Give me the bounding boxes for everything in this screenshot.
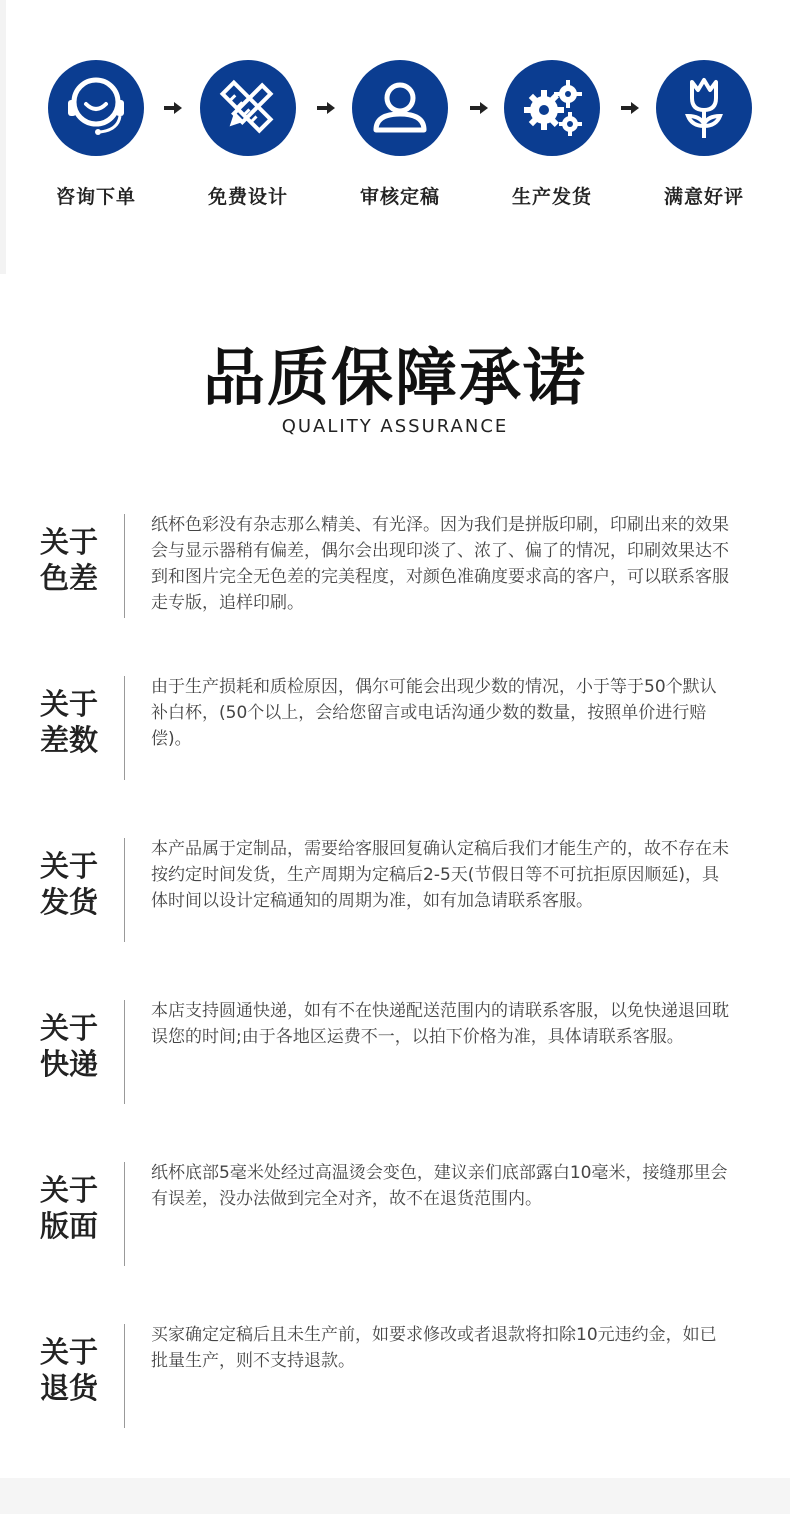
step-production-shipping xyxy=(482,60,622,220)
policy-text: 纸杯色彩没有杂志那么精美、有光泽。因为我们是拼版印刷，印刷出来的效果会与显示器稍有偏差，偶尔会出现印淡了、浓了、偏了的情况，印刷效果达不到和图片完全无色差的完美程度，对颜色准确度要求高的客户，可以联系客服走专版，追样印刷。 xyxy=(151,515,729,613)
policy-item-layout xyxy=(0,1162,790,1268)
policy-text: 买家确定定稿后且未生产前，如要求修改或者退款将扣除10元违约金，如已批量生产，则不支持退款。 xyxy=(151,1325,717,1371)
policy-heading-line1: 关于 xyxy=(40,1011,99,1045)
divider xyxy=(124,838,125,942)
policy-item-quantity-shortage xyxy=(0,676,790,782)
policy-heading-line2: 快递 xyxy=(40,1047,99,1081)
policy-item-shipping xyxy=(0,838,790,944)
policy-heading-line2: 差数 xyxy=(40,723,99,757)
divider xyxy=(124,514,125,618)
policy-heading xyxy=(40,686,112,758)
policy-heading xyxy=(40,524,112,596)
policy-heading xyxy=(40,1172,112,1244)
divider xyxy=(124,1162,125,1266)
policy-heading-line1: 关于 xyxy=(40,849,99,883)
footer-band xyxy=(0,1478,790,1514)
policy-heading-line1: 关于 xyxy=(40,1335,99,1369)
policy-item-color-difference xyxy=(0,514,790,620)
policy-heading-line2: 发货 xyxy=(40,885,99,919)
step-label: 咨询下单 xyxy=(55,186,136,208)
process-flow xyxy=(0,0,790,274)
policy-heading xyxy=(40,1010,112,1082)
policy-text: 由于生产损耗和质检原因，偶尔可能会出现少数的情况，小于等于50个默认补白杯，(50个以上，会给您留言或电话沟通少数的数量，按照单价进行赔偿)。 xyxy=(151,677,717,749)
policy-heading-line1: 关于 xyxy=(40,687,99,721)
divider xyxy=(124,1000,125,1104)
step-free-design xyxy=(178,60,318,220)
policy-item-returns xyxy=(0,1324,790,1430)
policy-heading xyxy=(40,848,112,920)
policy-heading-line2: 退货 xyxy=(40,1371,99,1405)
pencil-ruler-icon xyxy=(200,60,296,156)
policy-text: 本店支持圆通快递，如有不在快递配送范围内的请联系客服，以免快递退回耽误您的时间;由于各地区运费不一，以拍下价格为准，具体请联系客服。 xyxy=(151,1001,729,1047)
policy-text: 本产品属于定制品，需要给客服回复确认定稿后我们才能生产的，故不存在未按约定时间发货，生产周期为定稿后2-5天(节假日等不可抗拒原因顺延)，具体时间以设计定稿通知的周期为准，如有加急请联系客服。 xyxy=(151,839,729,911)
policy-item-courier xyxy=(0,1000,790,1106)
step-label: 免费设计 xyxy=(207,186,288,208)
step-label: 生产发货 xyxy=(511,186,592,208)
divider xyxy=(124,676,125,780)
headset-icon xyxy=(48,60,144,156)
step-review-finalize xyxy=(330,60,470,220)
flower-icon xyxy=(656,60,752,156)
step-consult-order xyxy=(26,60,166,220)
policy-heading-line1: 关于 xyxy=(40,1173,99,1207)
page-subtitle: QUALITY ASSURANCE xyxy=(281,416,509,437)
step-label: 审核定稿 xyxy=(359,186,440,208)
user-icon xyxy=(352,60,448,156)
policy-heading-line2: 版面 xyxy=(40,1209,99,1243)
step-label: 满意好评 xyxy=(663,186,744,208)
policy-heading xyxy=(40,1334,112,1406)
policy-text: 纸杯底部5毫米处经过高温烫会变色，建议亲们底部露白10毫米，接缝那里会有误差，没办法做到完全对齐，故不在退货范围内。 xyxy=(151,1163,728,1209)
step-satisfied-review xyxy=(634,60,774,220)
divider xyxy=(124,1324,125,1428)
policy-heading-line2: 色差 xyxy=(40,561,99,595)
page-title: 品质保障承诺 xyxy=(202,341,587,414)
policy-heading-line1: 关于 xyxy=(40,525,99,559)
gears-icon xyxy=(504,60,600,156)
